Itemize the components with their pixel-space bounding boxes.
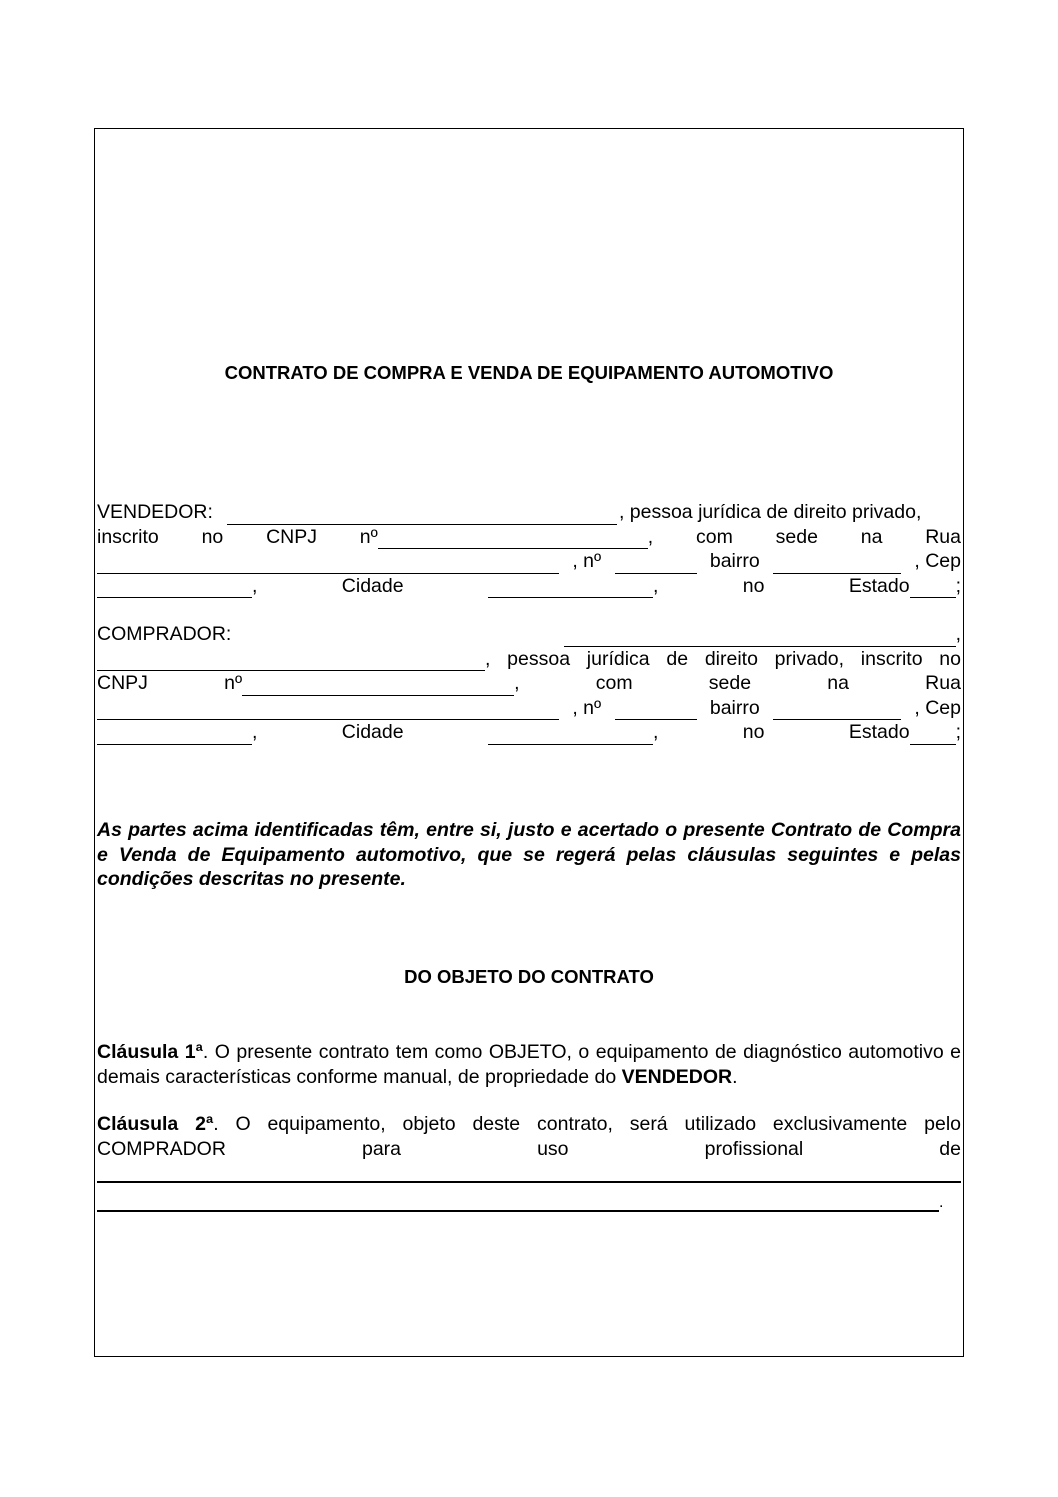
uso-field-line-1[interactable]	[97, 1181, 961, 1183]
vendedor-word: ,	[652, 574, 659, 597]
comprador-estado-field[interactable]	[910, 726, 956, 745]
comprador-word: , nº	[572, 696, 602, 719]
comprador-word: no	[742, 721, 765, 743]
document-title: CONTRATO DE COMPRA E VENDA DE EQUIPAMENTO AUTOMOTIVO	[224, 362, 834, 383]
vendedor-numero-field[interactable]	[615, 555, 697, 574]
comprador-word: ,	[955, 623, 961, 645]
vendedor-bairro-field[interactable]	[773, 555, 901, 574]
vendedor-word: no	[742, 574, 765, 597]
comprador-word: sede	[708, 672, 752, 694]
comprador-word: ,	[252, 721, 258, 743]
vendedor-word: com	[695, 525, 733, 548]
vendedor-word: ;	[955, 574, 961, 597]
comprador-name-field-2[interactable]	[97, 652, 485, 671]
comprador-word: , Cep	[914, 696, 961, 719]
comprador-word: na	[827, 672, 849, 694]
vendedor-word: bairro	[709, 550, 760, 572]
comprador-cidade-field[interactable]	[488, 726, 653, 745]
comprador-word: com	[595, 672, 633, 694]
clausula-2-word: profissional	[704, 1137, 804, 1160]
comprador-bairro-field[interactable]	[773, 701, 901, 720]
comprador-cnpj-field[interactable]	[242, 677, 514, 696]
comprador-word: Estado	[848, 721, 910, 743]
comprador-word: Rua	[925, 672, 961, 694]
section-title: DO OBJETO DO CONTRATO	[404, 966, 654, 987]
comprador-word: Cidade	[341, 721, 404, 743]
vendedor-block	[97, 500, 961, 598]
clausula-2-word: uso	[537, 1137, 569, 1160]
clausula-2-text: . O equipamento, objeto deste contrato, será utilizado exclusivamente pelo	[213, 1113, 961, 1135]
vendedor-estado-field[interactable]	[910, 579, 956, 598]
clausula-2-label: Cláusula 2ª	[97, 1113, 214, 1135]
vendedor-name-field[interactable]	[227, 506, 617, 525]
vendedor-pj-text: , pessoa jurídica de direito privado,	[618, 501, 922, 523]
comprador-pj-text: , pessoa jurídica de direito privado, inscrito no	[485, 647, 961, 670]
vendedor-word: Cidade	[341, 574, 404, 597]
vendedor-word: nº	[359, 525, 378, 548]
clausula-2-word: de	[939, 1137, 961, 1160]
vendedor-word: ,	[252, 574, 258, 597]
clausula-2-word: para	[361, 1137, 402, 1160]
vendedor-cep-field[interactable]	[97, 579, 252, 598]
vendedor-word: , nº	[572, 550, 602, 572]
comprador-word: ,	[514, 672, 520, 694]
clausula-1-vendedor: VENDEDOR	[621, 1065, 733, 1088]
vendedor-word: , Cep	[914, 550, 961, 572]
intro-paragraph: As partes acima identificadas têm, entre si, justo e acertado o presente Contrato de Compra e Venda de Equipamento automotivo, que se regerá pelas cláusulas seguintes e pelas condições descritas no presente.	[97, 819, 961, 890]
clausula-2	[97, 1112, 961, 1161]
vendedor-word: CNPJ	[266, 525, 317, 548]
vendedor-word: sede	[775, 525, 818, 548]
comprador-cep-field[interactable]	[97, 726, 252, 745]
comprador-word: bairro	[709, 696, 760, 719]
clausula-1-text: . O presente contrato tem como OBJETO, o equipamento de diagnóstico automotivo e demais características conforme manual, de propriedade do	[97, 1041, 961, 1088]
clausula-2-end: .	[939, 1194, 944, 1211]
clausula-2-word: COMPRADOR	[97, 1137, 226, 1160]
vendedor-word: Rua	[925, 525, 961, 548]
vendedor-rua-field[interactable]	[97, 555, 559, 574]
clausula-1	[97, 1040, 961, 1089]
vendedor-word: na	[860, 525, 883, 548]
comprador-word: CNPJ	[97, 672, 148, 694]
vendedor-word: ,	[647, 525, 654, 548]
comprador-name-field[interactable]	[564, 628, 956, 647]
vendedor-word: no	[201, 525, 224, 548]
uso-field-row-2	[97, 1188, 961, 1212]
vendedor-label: VENDEDOR:	[97, 501, 213, 523]
uso-field-line-2[interactable]	[97, 1192, 939, 1212]
vendedor-word: Estado	[848, 574, 910, 597]
comprador-word: ,	[652, 721, 659, 743]
vendedor-cnpj-field[interactable]	[378, 530, 648, 549]
comprador-block	[97, 622, 961, 745]
comprador-numero-field[interactable]	[615, 701, 697, 720]
comprador-rua-field[interactable]	[97, 701, 559, 720]
vendedor-cidade-field[interactable]	[488, 579, 653, 598]
comprador-word: nº	[224, 672, 243, 694]
vendedor-word: inscrito	[97, 525, 159, 548]
comprador-word: ;	[955, 721, 961, 743]
comprador-label: COMPRADOR:	[97, 623, 232, 645]
clausula-1-label: Cláusula 1ª	[97, 1041, 203, 1063]
clausula-1-end: .	[732, 1065, 738, 1088]
